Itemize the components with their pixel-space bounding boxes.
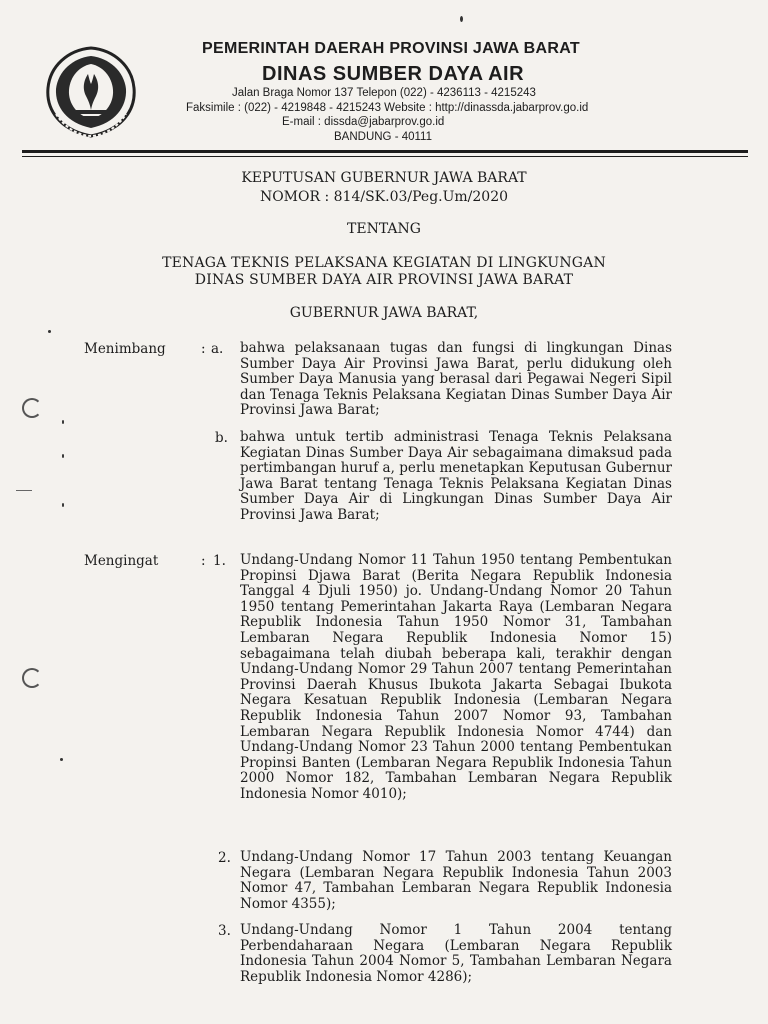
decree-subject-line-1: TENAGA TEKNIS PELAKSANA KEGIATAN DI LINGKUNGAN: [162, 255, 606, 271]
scan-artifact-ring: [22, 668, 42, 688]
letterhead-divider-thick: [22, 150, 748, 153]
fax-website-line: Faksimile : (022) - 4219848 - 4215243 Website : http://dinassda.jabarprov.go.id: [186, 102, 589, 114]
address-line: Jalan Braga Nomor 137 Telepon (022) - 4236113 - 4215243: [232, 87, 536, 99]
city-line: BANDUNG - 40111: [334, 131, 432, 143]
menimbang-colon: :: [201, 341, 206, 357]
menimbang-marker-a: a.: [211, 341, 224, 357]
scan-artifact-speck: [62, 454, 64, 458]
menimbang-marker-b: b.: [215, 430, 228, 446]
mengingat-marker-2: 2.: [218, 850, 231, 866]
menimbang-label: Menimbang: [84, 341, 166, 357]
government-name: PEMERINTAH DAERAH PROVINSI JAWA BARAT: [202, 40, 580, 57]
department-name: DINAS SUMBER DAYA AIR: [262, 63, 525, 85]
mengingat-item-2: Undang-Undang Nomor 17 Tahun 2003 tentang Keuangan Negara (Lembaran Negara Republik Indonesia Tahun 2003 Nomor 47, Tambahan Lembaran Negara Republik Indonesia Nomor 4355);: [240, 849, 672, 912]
menimbang-item-b: bahwa untuk tertib administrasi Tenaga Teknis Pelaksana Kegiatan Dinas Sumber Daya Air sebagaimana dimaksud pada pertimbangan huruf a, perlu menetapkan Keputusan Gubernur Jawa Barat tentang Tenaga Teknis Pelaksana Kegiatan Dinas Sumber Daya Air di Lingkungan Dinas Sumber Daya Air Provinsi Jawa Barat;: [240, 429, 672, 523]
scan-artifact-speck: [62, 420, 64, 424]
scan-artifact-speck: [62, 503, 64, 507]
email-line: E-mail : dissda@jabarprov.go.id: [282, 116, 445, 128]
scan-artifact-speck: [48, 330, 51, 333]
scan-artifact-dash: [16, 490, 32, 491]
letterhead-divider-thin: [22, 156, 748, 157]
decree-title: KEPUTUSAN GUBERNUR JAWA BARAT: [241, 170, 527, 186]
mengingat-colon: :: [201, 553, 206, 569]
mengingat-marker-1: 1.: [213, 553, 226, 569]
scan-artifact-speck: [460, 16, 463, 22]
decree-about: TENTANG: [347, 221, 421, 237]
menimbang-item-a: bahwa pelaksanaan tugas dan fungsi di lingkungan Dinas Sumber Daya Air Provinsi Jawa Barat, perlu didukung oleh Sumber Daya Manusia yang berasal dari Pegawai Negeri Sipil dan Tenaga Teknis Pelaksana Kegiatan Dinas Sumber Daya Air Provinsi Jawa Barat;: [240, 340, 672, 419]
mengingat-item-1: Undang-Undang Nomor 11 Tahun 1950 tentang Pembentukan Propinsi Djawa Barat (Berita Negara Republik Indonesia Tanggal 4 Djuli 1950) jo. Undang-Undang Nomor 20 Tahun 1950 tentang Pemerintahan Jakarta Raya (Lembaran Negara Republik Indonesia Tahun 1950 Nomor 31, Tambahan Lembaran Negara Republik Indonesia Nomor 15) sebagaimana telah diubah beberapa kali, terakhir dengan Undang-Undang Nomor 29 Tahun 2007 tentang Pemerintahan Provinsi Daerah Khusus Ibukota Jakarta Sebagai Ibukota Negara Kesatuan Republik Indonesia (Lembaran Negara Republik Indonesia Tahun 2007 Nomor 93, Tambahan Lembaran Negara Republik Indonesia Nomor 4744) dan Undang-Undang Nomor 23 Tahun 2000 tentang Pembentukan Propinsi Banten (Lembaran Negara Republik Indonesia Tahun 2000 Nomor 182, Tambahan Lembaran Negara Republik Indonesia Nomor 4010);: [240, 552, 672, 802]
mengingat-marker-3: 3.: [218, 923, 231, 939]
decree-subject-line-2: DINAS SUMBER DAYA AIR PROVINSI JAWA BARAT: [194, 272, 574, 288]
west-java-emblem-icon: [42, 44, 140, 140]
scan-artifact-speck: [60, 758, 63, 761]
decree-number: NOMOR : 814/SK.03/Peg.Um/2020: [259, 189, 509, 205]
decree-issuer: GUBERNUR JAWA BARAT,: [289, 305, 479, 321]
mengingat-label: Mengingat: [84, 553, 159, 569]
scan-artifact-ring: [22, 398, 42, 418]
mengingat-item-3: Undang-Undang Nomor 1 Tahun 2004 tentang Perbendaharaan Negara (Lembaran Negara Republik Indonesia Tahun 2004 Nomor 5, Tambahan Lembaran Negara Republik Indonesia Nomor 4286);: [240, 922, 672, 985]
